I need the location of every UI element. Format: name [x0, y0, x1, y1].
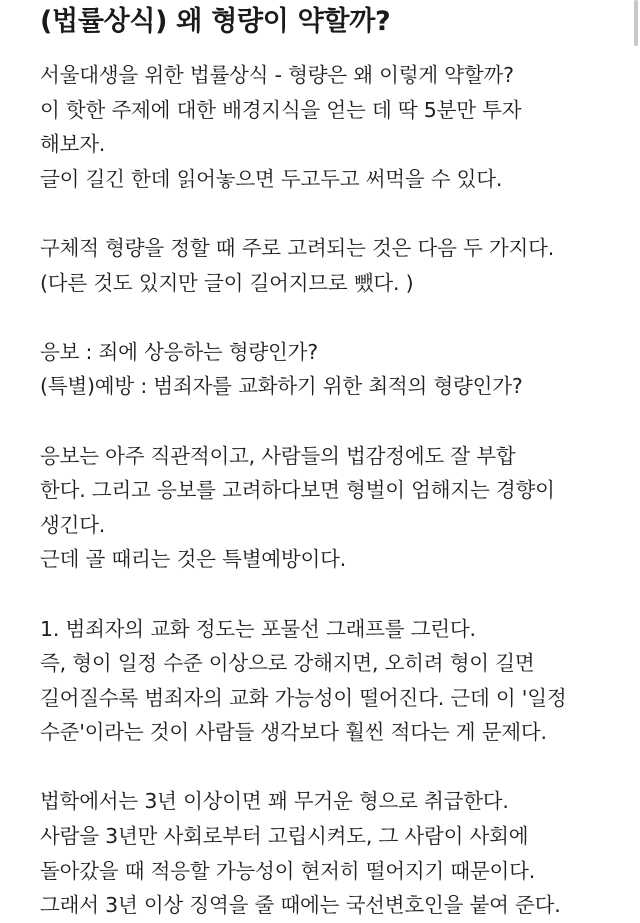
- paragraph-gap: [40, 577, 620, 612]
- body-line: 응보는 아주 직관적이고, 사람들의 법감정에도 잘 부합: [40, 443, 516, 468]
- body-line: 법학에서는 3년 이상이면 꽤 무거운 형으로 취급한다.: [40, 789, 509, 814]
- body-line: (특별)예방 : 범죄자를 교화하기 위한 최적의 형량인가?: [40, 374, 523, 399]
- paragraph-gap: [40, 404, 620, 439]
- body-line: 돌아갔을 때 적응할 가능성이 현저히 떨어지기 때문이다.: [40, 858, 536, 883]
- body-line: 해보자.: [40, 132, 106, 157]
- body-line: 사람을 3년만 사회로부터 고립시켜도, 그 사람이 사회에: [40, 824, 529, 849]
- body-line: 한다. 그리고 응보를 고려하다보면 형벌이 엄해지는 경향이: [40, 478, 555, 503]
- body-line: 1. 범죄자의 교화 정도는 포물선 그래프를 그린다.: [40, 616, 476, 641]
- body-line: 즉, 형이 일정 수준 이상으로 강해지면, 오히려 형이 길면: [40, 651, 535, 676]
- body-line: 길어질수록 범죄자의 교화 가능성이 떨어진다. 근데 이 '일정: [40, 685, 567, 710]
- article-body: [40, 58, 620, 923]
- scrollbar-thumb[interactable]: [634, 0, 638, 46]
- body-line: 응보 : 죄에 상응하는 형량인가?: [40, 339, 318, 364]
- body-line: 수준'이라는 것이 사람들 생각보다 훨씬 적다는 게 문제다.: [40, 720, 547, 745]
- article-title: (법률상식) 왜 형량이 약할까?: [40, 6, 391, 37]
- body-line: 글이 길긴 한데 읽어놓으면 두고두고 써먹을 수 있다.: [40, 166, 503, 191]
- body-line: 이 핫한 주제에 대한 배경지식을 얻는 데 딱 5분만 투자: [40, 97, 522, 122]
- body-line: (다른 것도 있지만 글이 길어지므로 뺐다. ): [40, 270, 414, 295]
- paragraph-gap: [40, 300, 620, 335]
- paragraph-gap: [40, 196, 620, 231]
- paragraph-gap: [40, 750, 620, 785]
- body-line: 근데 골 때리는 것은 특별예방이다.: [40, 547, 347, 572]
- body-line: 생긴다.: [40, 512, 106, 537]
- body-line: 구체적 형량을 정할 때 주로 고려되는 것은 다음 두 가지다.: [40, 235, 555, 260]
- body-line: 서울대생을 위한 법률상식 - 형량은 왜 이렇게 약할까?: [40, 63, 514, 87]
- body-line: 그래서 3년 이상 징역을 줄 때에는 국선변호인을 붙여 준다.: [40, 893, 561, 918]
